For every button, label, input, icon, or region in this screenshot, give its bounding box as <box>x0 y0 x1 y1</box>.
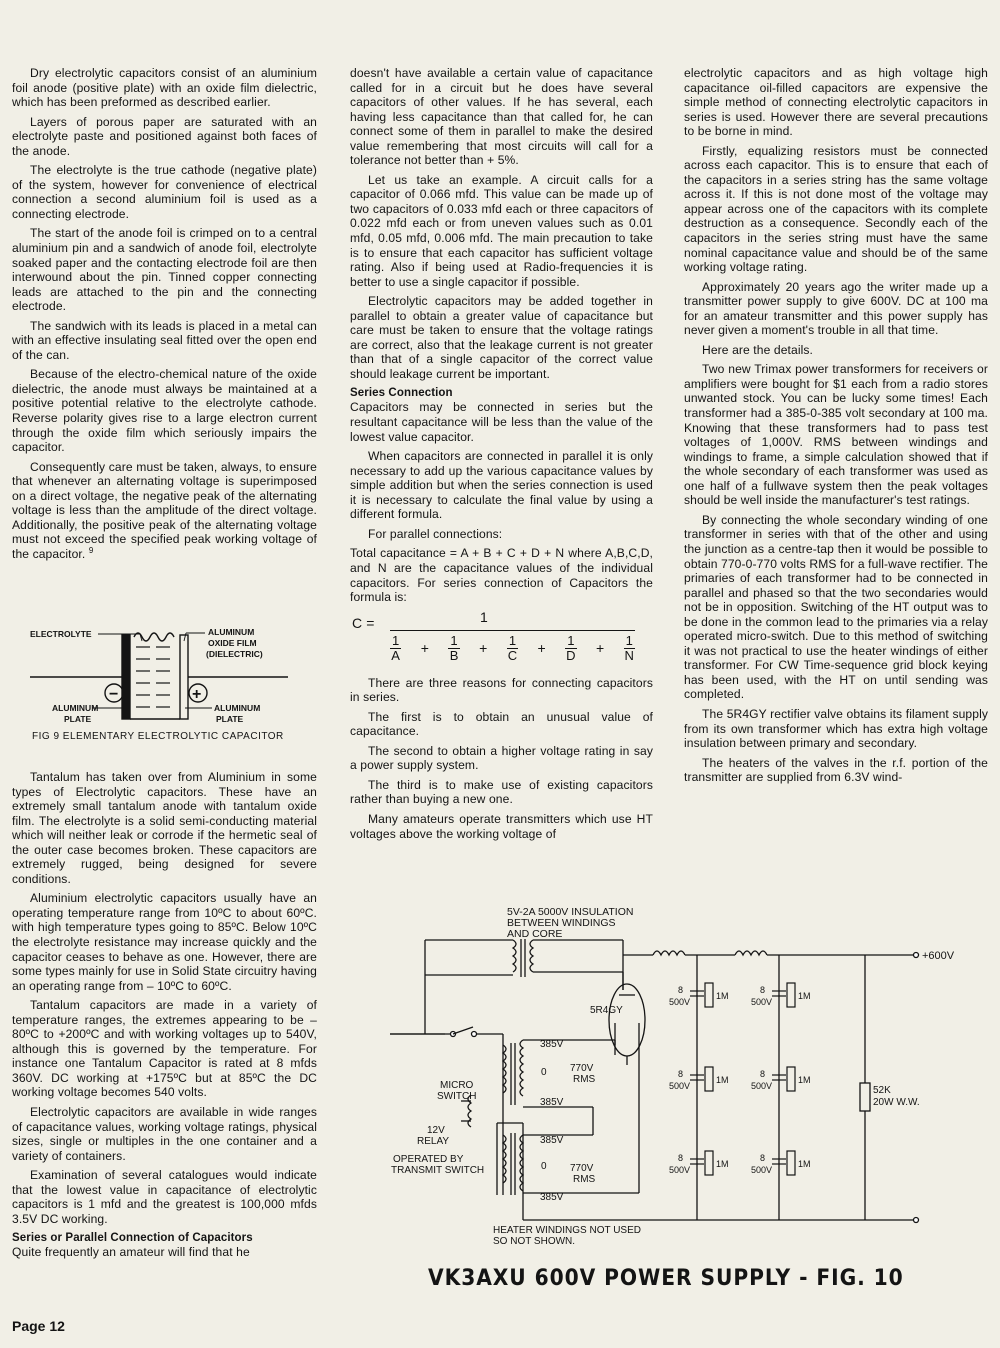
footnote-ref: 9 <box>88 545 94 555</box>
rms-770-a: 770V <box>570 1063 594 1074</box>
svg-text:1M: 1M <box>716 991 729 1001</box>
tap-385-c: 385V <box>540 1135 564 1146</box>
paragraph: The 5R4GY rectifier valve obtains its filament supply from its own transformer which has extra high voltage insulation between primary and secondary. <box>684 706 988 751</box>
column-1 <box>12 66 317 567</box>
output-terminal <box>914 953 919 958</box>
label-aluminum-oxide: ALUMINUM <box>208 627 255 637</box>
paragraph: Because of the electro-chemical nature of the oxide dielectric, the anode must always be maintained at a positive potential relative to the electrolyte cathode. Reverse polarity gives rise to a large electron current through the oxide film which seriously impairs the capacitor. <box>12 367 317 455</box>
tap-0-a: 0 <box>541 1067 547 1078</box>
tap-385-a: 385V <box>540 1039 564 1050</box>
svg-text:500V: 500V <box>669 1081 691 1091</box>
formula-numerator: 1 <box>480 608 488 625</box>
paragraph-text: Consequently care must be taken, always, to ensure that whenever an alternating voltage is superimposed on a direct voltage, the negative peak of the alternating voltage is less than the amplitude of the direct voltage. Additionally, the positive peak of the alternating voltage must not exceed the specified peak working voltage of the capacitor. <box>12 459 317 561</box>
heater-note-1: HEATER WINDINGS NOT USED <box>493 1225 641 1236</box>
tap-0-b: 0 <box>541 1161 547 1172</box>
paragraph: Electrolytic capacitors may be added together in parallel to obtain a greater value of capacitance but care must be taken to ensure that the voltage ratings are correct, also that the leakage current is not greater than that of a single capacitor of the correct value should leakage current be important. <box>350 294 653 381</box>
svg-text:8: 8 <box>760 1069 766 1079</box>
heater-note-2: SO NOT SHOWN. <box>493 1236 576 1247</box>
valve-label: 5R4GY <box>590 1005 623 1016</box>
relay-voltage-label: 12V <box>427 1125 445 1136</box>
paragraph: Aluminium electrolytic capacitors usually have an operating temperature range from 10ºC to about 60ºC. with high temperature types going to 85ºC. Below 10ºC the electrolyte resistance may increase quickly and the capacitor ceases to behave as one. However, there are some types mainly for use in Solid State circuitry having an operating range from – 10ºC to 60ºC. <box>12 891 317 993</box>
t2-primary <box>503 1135 506 1183</box>
paragraph <box>12 460 317 562</box>
output-voltage-label: +600V <box>922 950 955 962</box>
plus-sign: + <box>595 639 605 656</box>
svg-text:8: 8 <box>760 985 766 995</box>
label-plate-left: PLATE <box>64 714 92 724</box>
paragraph: Tantalum capacitors are made in a variety of temperature ranges, the extremes appearing to be –80ºC to +200ºC and with working voltages up to 540V, although this is governed by the temperature. For instance one Tantalum Capacitor is rated at 8 mfds 360V. DC working at +175ºC but at 85ºC the DC working voltage becomes 540 volts. <box>12 998 317 1100</box>
tap-385-d: 385V <box>540 1192 564 1203</box>
right-plate <box>180 635 188 719</box>
paragraph: The start of the anode foil is crimped on to a central aluminium pin and a sandwich of anode foil, electrolyte soaked paper and the contacting electrode foil are then interwound about the pin. Tinned copper connecting leads are attached to the pin and the connecting electrode. <box>12 226 317 314</box>
electrolyte-hatch <box>136 647 170 707</box>
paragraph: The third is to make use of existing capacitors rather than buying a new one. <box>350 777 653 807</box>
insulation-note-1: 5V-2A 5000V INSULATION <box>507 906 634 918</box>
term: $\frac{1}{C}$ <box>507 632 518 663</box>
plus-sign: + <box>537 639 546 656</box>
svg-text:1M: 1M <box>798 1075 811 1085</box>
term: $\frac{1}{N}$ <box>624 632 635 663</box>
fig9-diagram <box>30 615 290 727</box>
paragraph: Layers of porous paper are saturated with an electrolyte paste and positioned against both faces of the anode. <box>12 114 317 158</box>
label-electrolyte: ELECTROLYTE <box>30 629 92 639</box>
term: $\frac{1}{D}$ <box>566 632 576 663</box>
svg-text:1M: 1M <box>716 1075 729 1085</box>
plus-sign: + <box>479 639 488 656</box>
plus-sign: + <box>192 686 202 703</box>
label-oxide-film: OXIDE FILM <box>208 638 257 648</box>
page-number: Page 12 <box>12 1318 65 1334</box>
bleeder-rating: 20W W.W. <box>873 1097 920 1108</box>
label-aluminum-right: ALUMINUM <box>214 703 261 713</box>
paragraph: Dry electrolytic capacitors consist of an aluminium foil anode (positive plate) with an oxide film dielectric, which has been preformed as described earlier. <box>12 66 317 110</box>
fig10-schematic <box>385 895 985 1255</box>
svg-text:8: 8 <box>760 1153 766 1163</box>
insulation-note-3: AND CORE <box>507 928 563 940</box>
column-3 <box>684 66 988 790</box>
paragraph: Examination of several catalogues would indicate that the lowest value in capacitance of electrolytic capacitors is 1 mfd and the greatest is 100,000 mfds 3.5V DC working. <box>12 1168 317 1226</box>
paragraph: electrolytic capacitors and as high voltage high capacitance oil-filled capacitors are expensive the simple method of connecting electrolytic capacitors in series is used. However there are several precautions to be borne in mind. <box>684 66 988 139</box>
relay-label: RELAY <box>417 1136 450 1147</box>
paragraph: Tantalum has taken over from Aluminium in some types of Electrolytic capacitors. These have an extremely small tantalum anode with tantalum oxide film. The electrolyte is a solid semi-conducting material which will neither leak or corrode if the hermetic seal of the outer case becomes broken. These capacitors are extremely rugged, being designed for severe conditions. <box>12 770 317 886</box>
term: $\frac{1}{B}$ <box>449 632 459 663</box>
svg-text:500V: 500V <box>751 1081 773 1091</box>
svg-text:1M: 1M <box>798 991 811 1001</box>
paragraph: Let us take an example. A circuit calls for a capacitor of 0.066 mfd. This value can be made up of two capacitors of 0.033 mfd each or three capacitors of 0.022 mfd each or from uneven values such as 0.01 mfd, 0.05 mfd, 0.006 mfd. The main precaution to take is to ensure that each capacitor has sufficient voltage rating. Also if being used at Radio-frequencies it is better to use a single capacitor if possible. <box>350 172 653 289</box>
paragraph: For parallel connections: <box>368 526 503 541</box>
label-dielectric: (DIELECTRIC) <box>206 649 263 659</box>
svg-text:500V: 500V <box>669 1165 691 1175</box>
paragraph: Here are the details. <box>702 342 814 357</box>
filament-primary <box>513 940 516 972</box>
fig10-title: VK3AXU 600V POWER SUPPLY - FIG. 10 <box>428 1266 904 1291</box>
svg-text:500V: 500V <box>669 997 691 1007</box>
series-formula <box>350 610 653 670</box>
paragraph: The sandwich with its leads is placed in a metal can with an effective insulating seal fitted over the open end of the can. <box>12 318 317 362</box>
section-heading: Series or Parallel Connection of Capacitors <box>12 1232 253 1245</box>
paragraph: When capacitors are connected in parallel it is only necessary to add up the various capacitance values by simple addition but when the series connection is used it is necessary to calculate the final value by using a different formula. <box>350 449 653 522</box>
left-plate <box>122 635 130 719</box>
svg-text:500V: 500V <box>751 997 773 1007</box>
switch-label: SWITCH <box>437 1091 477 1102</box>
paragraph: There are three reasons for connecting capacitors in series. <box>350 675 653 705</box>
column-1-lower <box>12 770 317 1265</box>
svg-text:1M: 1M <box>798 1159 811 1169</box>
operated-by-label: OPERATED BY <box>393 1154 464 1165</box>
paragraph: By connecting the whole secondary winding of one transformer in series with that of the other and using the junction as a centre-tap then it would be possible to obtain 770-0-770 volts RMS for a full-wave rectifier. The primaries of each transformer had to be connected in parallel and phased so that the two secondaries would not be in opposition. Switching of the HT output was to be done in the common lead to the primaries via a relay operated micro-switch. Due to this method of switching it was not practical to use the heater windings of either transformer. For CW Time-sequence grid block keying has been used, with the HT on until sending was completed. <box>684 512 988 702</box>
bleeder-value: 52K <box>873 1085 891 1096</box>
micro-switch-blade <box>453 1027 473 1034</box>
minus-sign: − <box>109 686 119 703</box>
insulation-note-2: BETWEEN WINDINGS <box>507 917 616 929</box>
column-2 <box>350 66 653 846</box>
paragraph: Many amateurs operate transmitters which use HT voltages above the working voltage of <box>350 811 653 841</box>
paragraph: The first is to obtain an unusual value of capacitance. <box>350 709 653 739</box>
svg-text:8: 8 <box>678 985 684 995</box>
paragraph: Two new Trimax power transformers for receivers or amplifiers were bought for $1 each from a radio stores unwanted stock. You can be lucky some times! Each transformer had a 385-0-385 volt secondary at 100 ma. Knowing that these transformers had to pass test voltages of 1,000V. RMS between windings and windings to frame, a simple calculation showed that if the whole secondary of each transformer was used as one half of a fullwave system then the peak voltages should be well inside the manufacturer's test ratings. <box>684 362 988 508</box>
paragraph: Total capacitance = A + B + C + D + N where A,B,C,D, and N are the capacitance values of the individual capacitors. For series connection of Capacitors the formula is: <box>350 546 653 605</box>
label-aluminum-left: ALUMINUM <box>52 703 99 713</box>
paragraph: The electrolyte is the true cathode (negative plate) of the system, however for convenience of electrical connection a second aluminium foil is used as a connecting electrode. <box>12 163 317 221</box>
paragraph: Quite frequently an amateur will find that he <box>12 1245 250 1260</box>
svg-text:1M: 1M <box>716 1159 729 1169</box>
svg-text:500V: 500V <box>751 1165 773 1175</box>
fig9-caption: FIG 9 ELEMENTARY ELECTROLYTIC CAPACITOR <box>32 731 284 742</box>
t1-secondary <box>520 1040 523 1096</box>
rms-label-b: RMS <box>573 1174 596 1185</box>
label-plate-right: PLATE <box>216 714 244 724</box>
t1-primary <box>503 1045 506 1093</box>
tap-385-b: 385V <box>540 1097 564 1108</box>
rms-label-a: RMS <box>573 1074 596 1085</box>
transmit-switch-label: TRANSMIT SWITCH <box>391 1165 485 1176</box>
paragraph: doesn't have available a certain value of capacitance called for in a circuit but he does have several capacitors of other values. If he has several, each having less capacitance than that called for, he can connect some of them in parallel to make the desired value remembering that most circuits will call for a tolerance not better than + 5%. <box>350 66 653 168</box>
paragraph: Capacitors may be connected in series but the resultant capacitance will be less than the value of the lowest value capacitor. <box>350 400 653 444</box>
filament-secondary <box>530 940 533 972</box>
plus-sign: + <box>420 639 430 656</box>
fraction-bar <box>390 630 635 631</box>
paragraph: Firstly, equalizing resistors must be connected across each capacitor. This is to ensure that each of the capacitors in a series string has the same voltage across it. If this is not done most of the voltage may appear across one of the capacitors with its complete destruction as a consequence. Secondly each of the capacitors in the series string must have the same nominal capacitance value and should be of the same working voltage rating. <box>684 143 988 275</box>
paragraph: Electrolytic capacitors are available in wide ranges of capacitance values, working voltage ratings, physical sizes, single or multiples in the one container and a variety of containers. <box>12 1105 317 1163</box>
choke-1 <box>653 951 685 955</box>
svg-text:8: 8 <box>678 1153 684 1163</box>
formula-lhs: C = <box>352 614 375 631</box>
rms-770-b: 770V <box>570 1163 594 1174</box>
micro-label: MICRO <box>440 1080 474 1091</box>
paragraph: The second to obtain a higher voltage rating in say a power supply system. <box>350 743 653 773</box>
paragraph: Approximately 20 years ago the writer made up a transmitter power supply to give 600V. DC at 100 ma for an amateur transmitter and this power supply has never given a moment's trouble in all that time. <box>684 279 988 338</box>
svg-text:8: 8 <box>678 1069 684 1079</box>
section-heading: Series Connection <box>350 387 453 400</box>
choke-2 <box>735 951 767 955</box>
term: $\frac{1}{A}$ <box>391 632 401 663</box>
formula-denominator <box>390 634 635 663</box>
paragraph: The heaters of the valves in the r.f. portion of the transmitter are supplied from 6.3V wind- <box>684 755 988 785</box>
